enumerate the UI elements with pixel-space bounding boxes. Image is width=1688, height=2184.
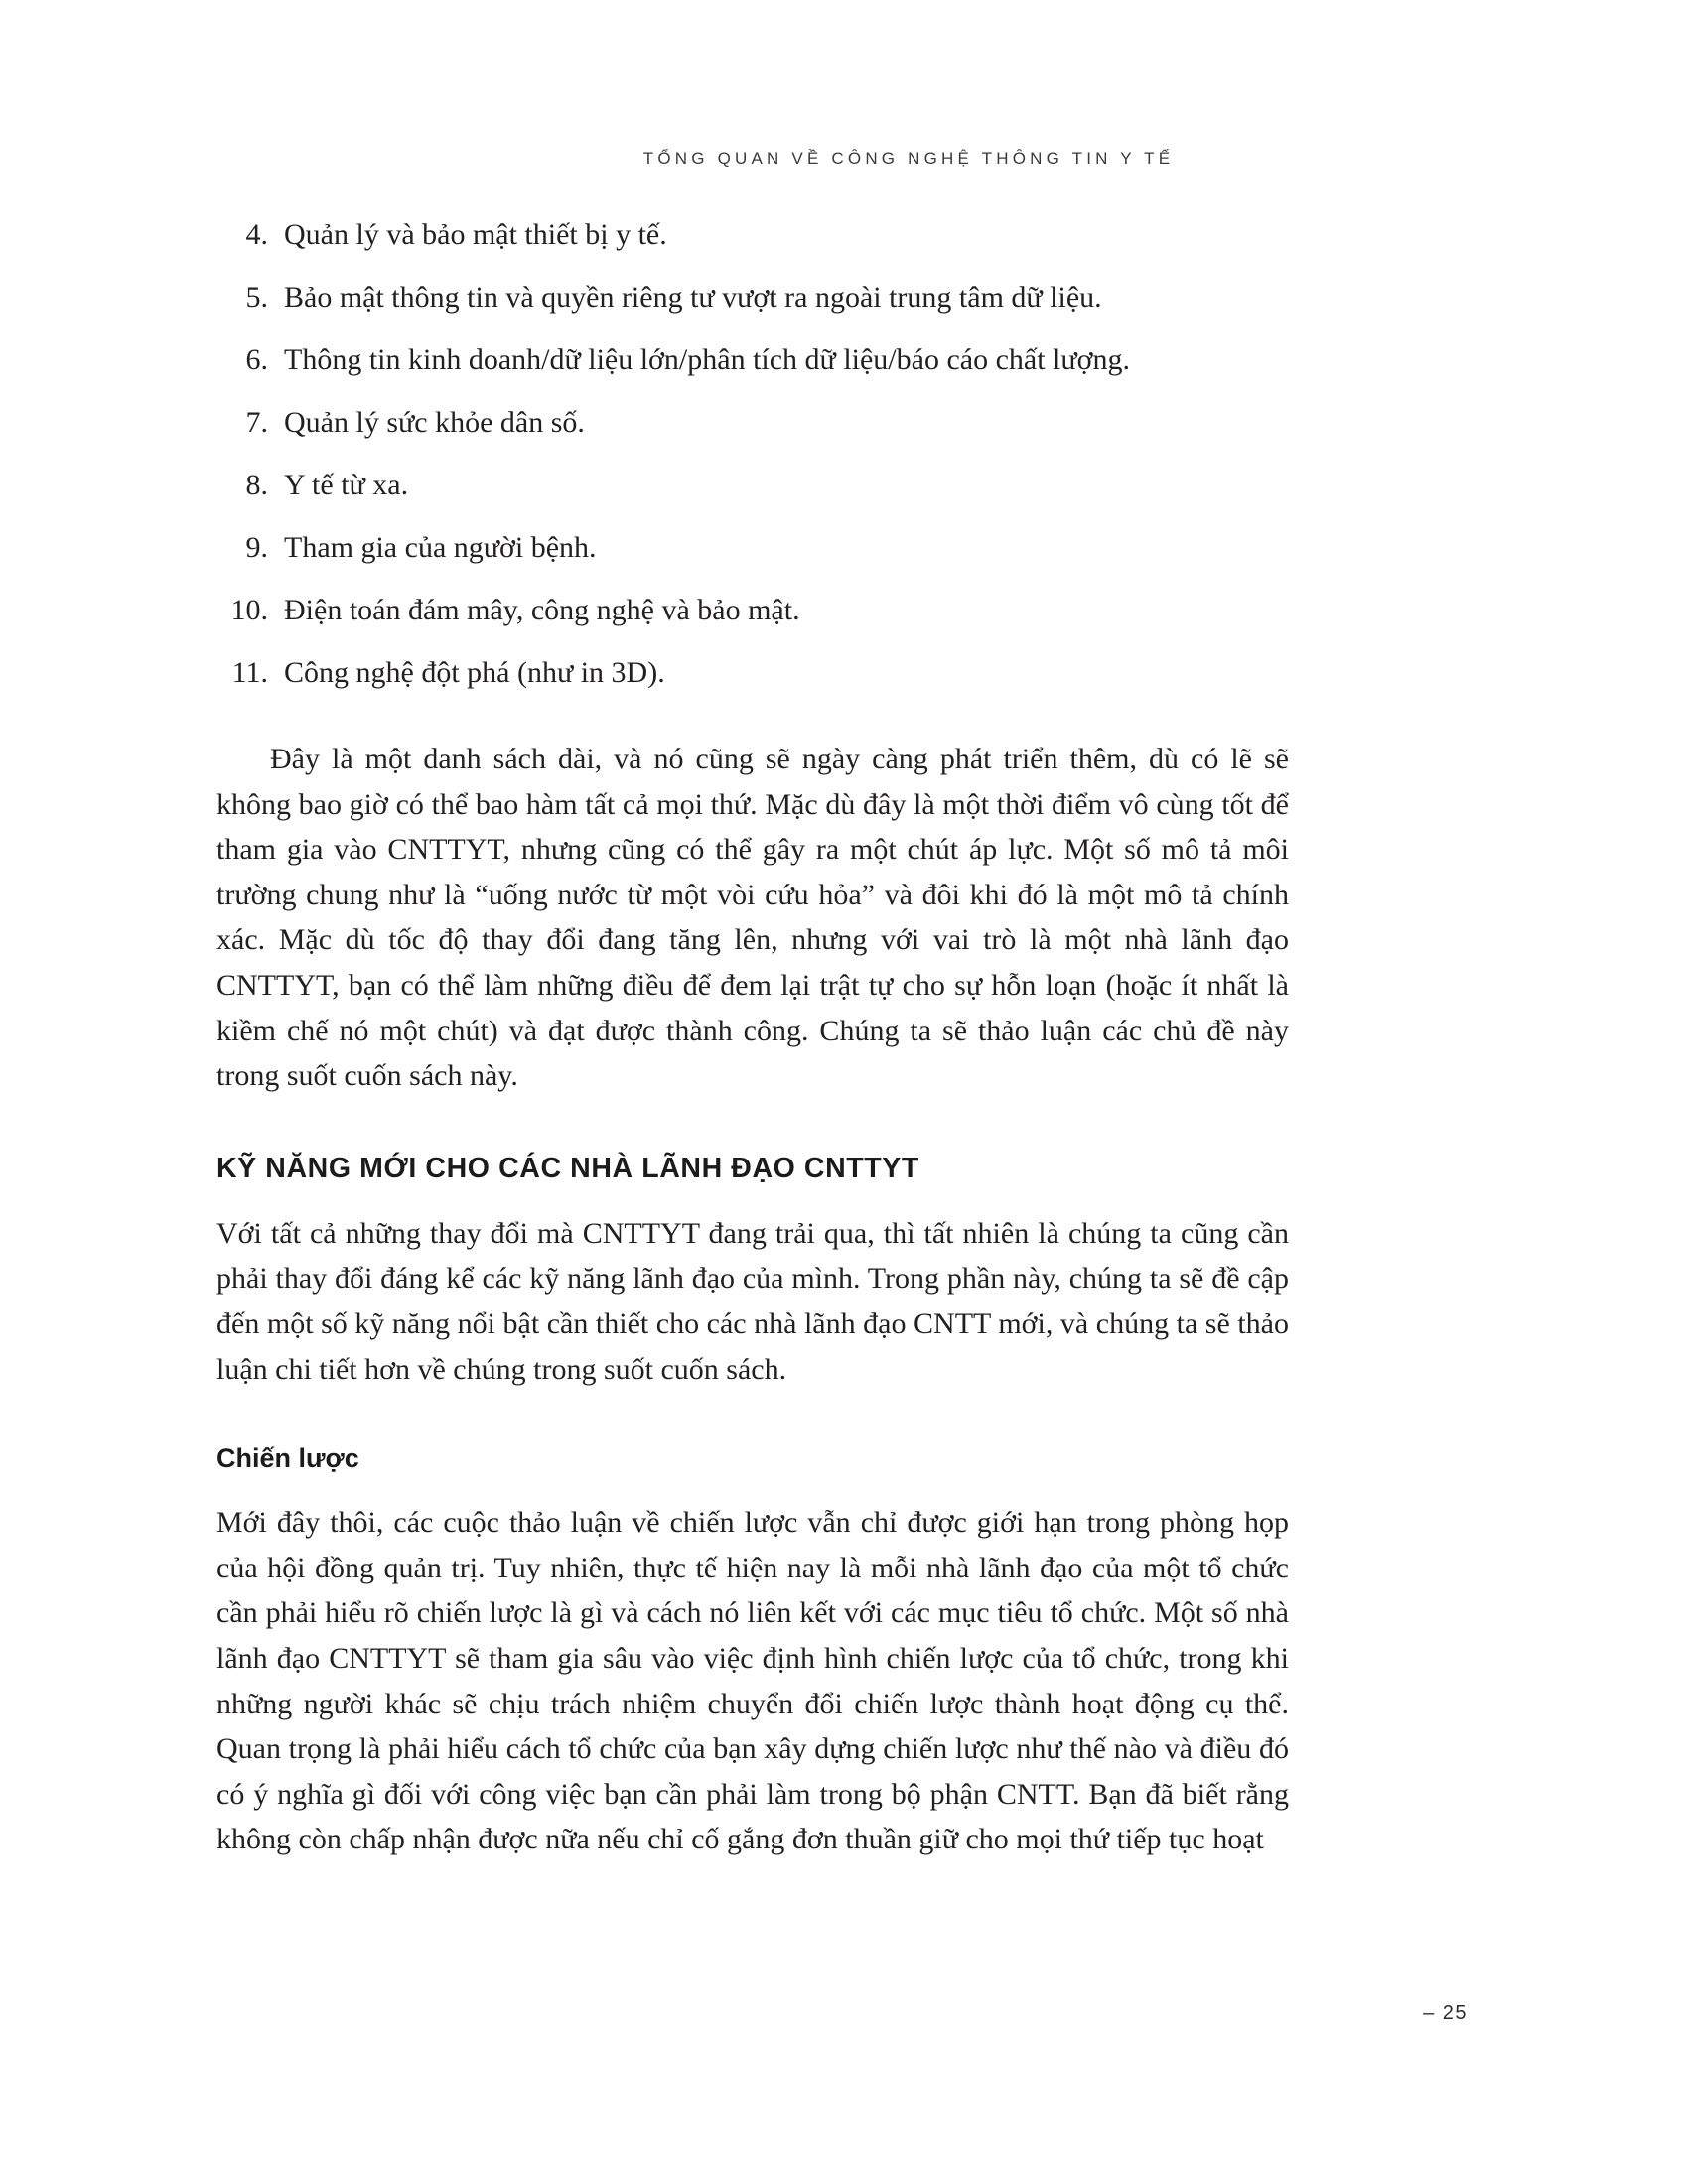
page-number: – 25 xyxy=(1423,2002,1468,2024)
list-item xyxy=(216,345,1289,375)
list-item xyxy=(216,408,1289,438)
spacer xyxy=(216,721,1289,737)
list-item xyxy=(216,596,1289,625)
list-item-number: 4. xyxy=(245,218,268,251)
list-item xyxy=(216,283,1289,313)
list-item xyxy=(216,220,1289,250)
page-content xyxy=(216,220,1289,1862)
list-item-text: Điện toán đám mây, công nghệ và bảo mật. xyxy=(284,594,800,626)
list-item-text: Quản lý sức khỏe dân số. xyxy=(284,406,585,439)
body-paragraph-1: Đây là một danh sách dài, và nó cũng sẽ ngày càng phát triển thêm, dù có lẽ sẽ không bao giờ có thể bao hàm tất cả mọi thứ. Mặc dù đây là một thời điểm vô cùng tốt để tham gia vào CNTTYT, nhưng cũng có thể gây ra một chút áp lực. Một số mô tả môi trường chung như là “uống nước từ một vòi cứu hỏa” và đôi khi đó là một mô tả chính xác. Mặc dù tốc độ thay đổi đang tăng lên, nhưng với vai trò là một nhà lãnh đạo CNTTYT, bạn có thể làm những điều để đem lại trật tự cho sự hỗn loạn (hoặc ít nhất là kiềm chế nó một chút) và đạt được thành công. Chúng ta sẽ thảo luận các chủ đề này trong suốt cuốn sách này. xyxy=(216,743,1289,1093)
list-item-number: 8. xyxy=(245,469,268,501)
list-item xyxy=(216,533,1289,563)
subsection-paragraph-1: Mới đây thôi, các cuộc thảo luận về chiến lược vẫn chỉ được giới hạn trong phòng họp của hội đồng quản trị. Tuy nhiên, thực tế hiện nay là mỗi nhà lãnh đạo của một tổ chức cần phải hiểu rõ chiến lược là gì và cách nó liên kết với các mục tiêu tổ chức. Một số nhà lãnh đạo CNTTYT sẽ tham gia sâu vào việc định hình chiến lược của tổ chức, trong khi những người khác sẽ chịu trách nhiệm chuyển đổi chiến lược thành hoạt động cụ thể. Quan trọng là phải hiểu cách tổ chức của bạn xây dựng chiến lược như thế nào và điều đó có ý nghĩa gì đối với công việc bạn cần phải làm trong bộ phận CNTT. Bạn đã biết rằng không còn chấp nhận được nữa nếu chỉ cố gắng đơn thuần giữ cho mọi thứ tiếp tục hoạt xyxy=(216,1506,1289,1856)
list-item-number: 7. xyxy=(245,406,268,439)
list-item-text: Quản lý và bảo mật thiết bị y tế. xyxy=(284,218,667,251)
section-paragraph-1: Với tất cả những thay đổi mà CNTTYT đang trải qua, thì tất nhiên là chúng ta cũng cần phải thay đổi đáng kể các kỹ năng lãnh đạo của mình. Trong phần này, chúng ta sẽ đề cập đến một số kỹ năng nổi bật cần thiết cho các nhà lãnh đạo CNTT mới, và chúng ta sẽ thảo luận chi tiết hơn về chúng trong suốt cuốn sách. xyxy=(216,1216,1289,1386)
list-item-number: 9. xyxy=(245,531,268,564)
list-item-number: 6. xyxy=(245,343,268,376)
list-item-text: Công nghệ đột phá (như in 3D). xyxy=(284,656,665,689)
list-item xyxy=(216,658,1289,688)
list-item-text: Tham gia của người bệnh. xyxy=(284,531,597,564)
list-item-number: 10. xyxy=(230,594,268,626)
subsection-heading-strategy: Chiến lược xyxy=(216,1443,359,1474)
running-head: TỔNG QUAN VỀ CÔNG NGHỆ THÔNG TIN Y TẾ xyxy=(642,149,1175,168)
list-item xyxy=(216,471,1289,500)
list-item-number: 5. xyxy=(245,281,268,314)
list-item-text: Y tế từ xa. xyxy=(284,469,409,501)
list-item-number: 11. xyxy=(231,656,268,689)
section-heading-new-skills: KỸ NĂNG MỚI CHO CÁC NHÀ LÃNH ĐẠO CNTTYT xyxy=(216,1152,919,1184)
numbered-list xyxy=(216,220,1289,688)
list-item-text: Thông tin kinh doanh/dữ liệu lớn/phân tích dữ liệu/báo cáo chất lượng. xyxy=(284,343,1131,376)
list-item-text: Bảo mật thông tin và quyền riêng tư vượt ra ngoài trung tâm dữ liệu. xyxy=(284,281,1102,314)
